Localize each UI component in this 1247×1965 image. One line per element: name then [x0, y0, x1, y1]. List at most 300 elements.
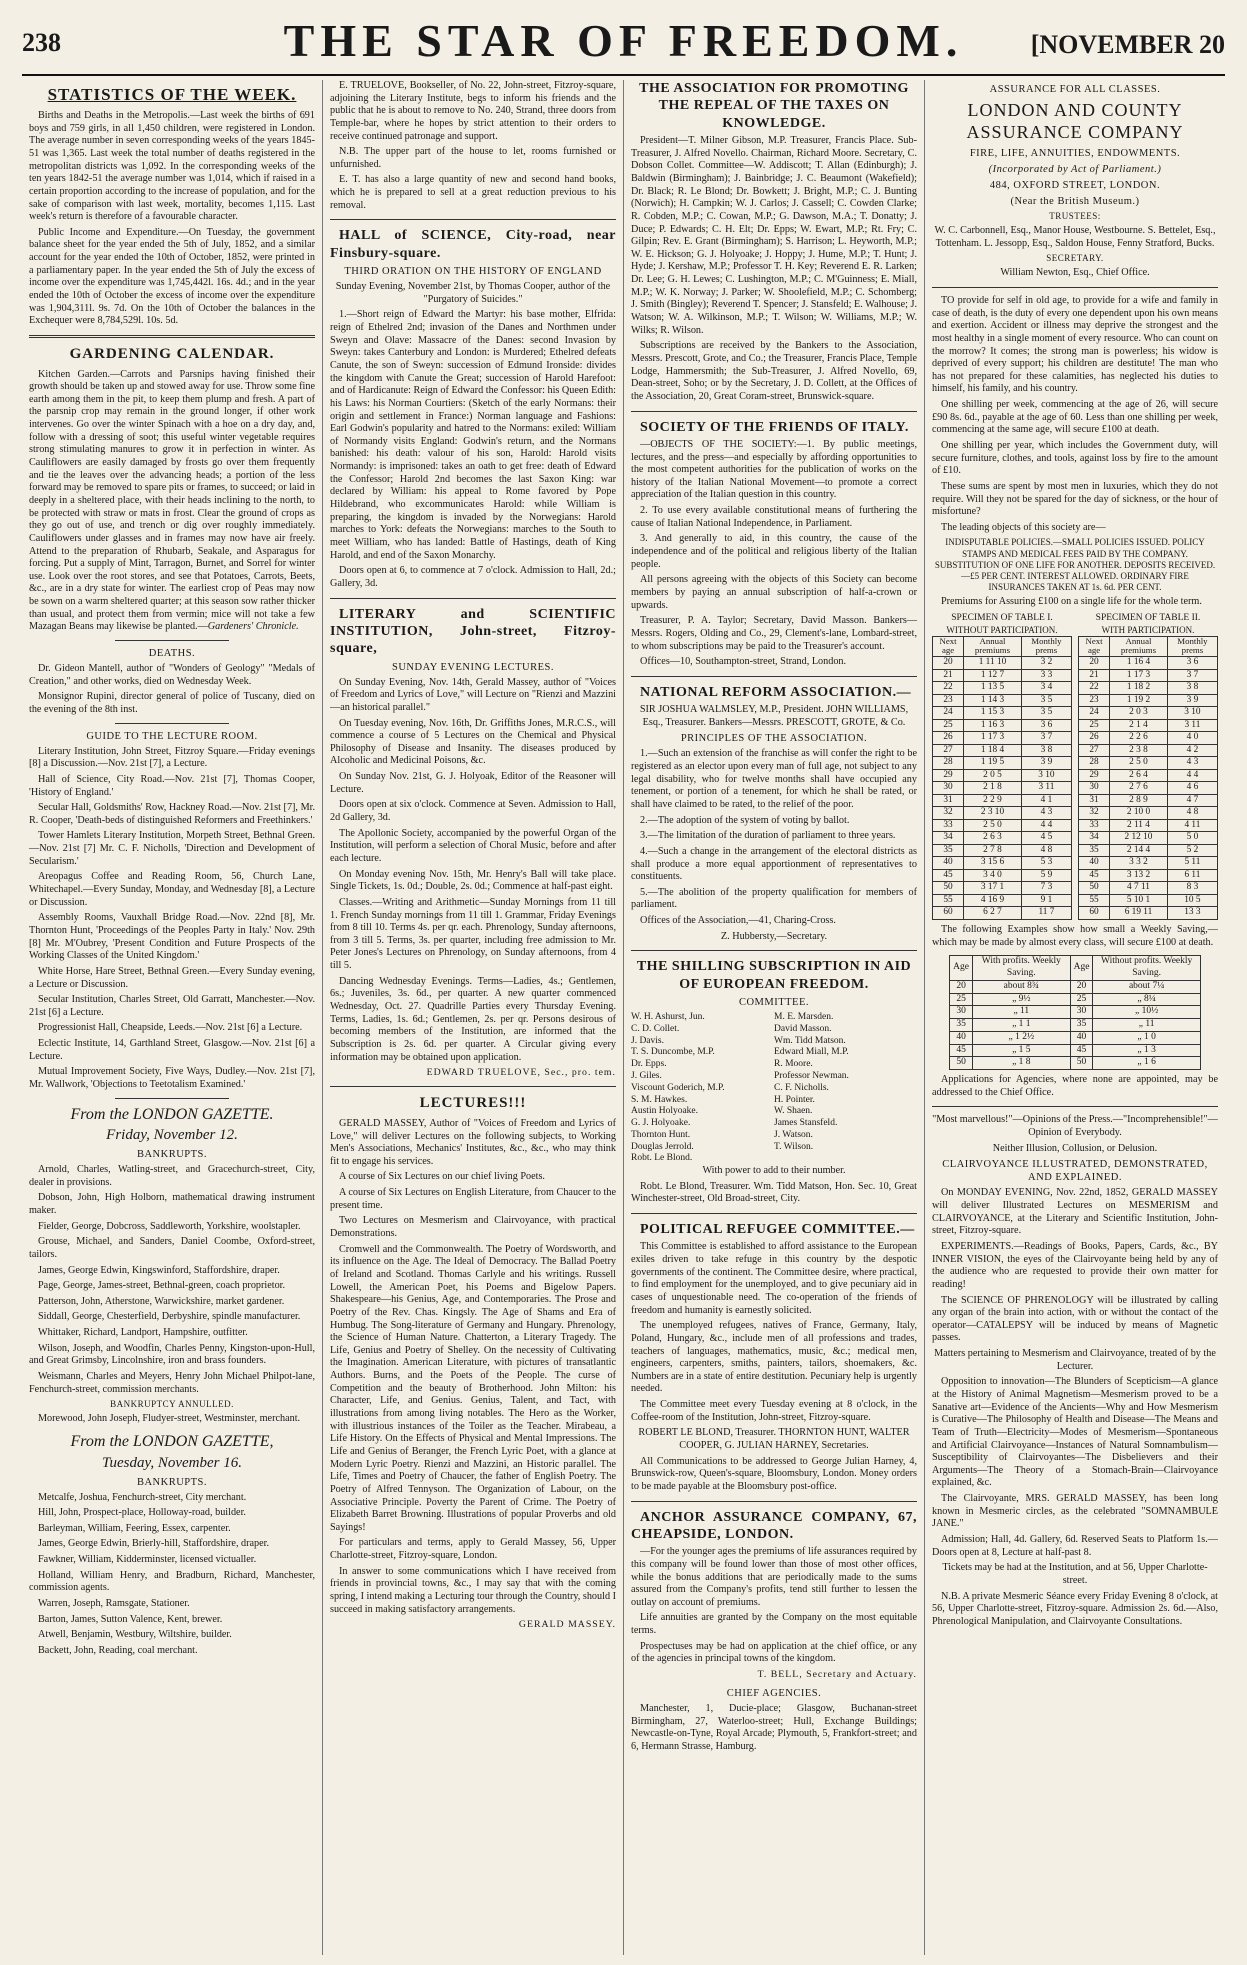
bankrupt-entry: Whittaker, Richard, Landport, Hampshire, outfitter. — [38, 1327, 248, 1339]
table-row — [933, 857, 1072, 870]
table-cell: 1 13 5 — [964, 682, 1022, 695]
clairvoyance-line: Neither Illusion, Collusion, or Delusion. — [992, 1142, 1158, 1154]
table-cell: 3 10 — [1167, 707, 1217, 720]
clairvoyance-item: Matters pertaining to Mesmerism and Clairvoyance, treated of by the Lecturer. — [934, 1348, 1216, 1372]
column-2 — [323, 80, 624, 1955]
table-cell: 30 — [1070, 1006, 1093, 1019]
gazette-title: From the LONDON GAZETTE. — [70, 1105, 274, 1123]
table-cell: 2 7 6 — [1110, 782, 1168, 795]
table-cell: 3 4 0 — [964, 869, 1022, 882]
committee-member: Professor Newman. — [774, 1070, 849, 1081]
table-cell: 40 — [933, 857, 964, 870]
column-header: Next age — [933, 636, 964, 656]
table-cell: 2 6 4 — [1110, 769, 1168, 782]
literary-item: The Apollonic Society, accompanied by the powerful Organ of the Institution, will perform a selection of Choral Music, before and after each lecture. — [330, 827, 616, 864]
table-cell: 10 5 — [1167, 894, 1217, 907]
table-cell: 25 — [933, 719, 964, 732]
table-cell: 32 — [1079, 807, 1110, 820]
table-cell: 3 4 — [1021, 682, 1071, 695]
table-cell: 40 — [950, 1031, 973, 1044]
london-county-line: FIRE, LIFE, ANNUITIES, ENDOWMENTS. — [969, 147, 1181, 159]
table-cell: 3 11 — [1021, 782, 1071, 795]
table-cell: 40 — [1070, 1031, 1093, 1044]
statistics-heading: STATISTICS OF THE WEEK. — [47, 85, 297, 104]
table-cell: „ 8¼ — [1093, 993, 1200, 1006]
table-cell: 31 — [1079, 794, 1110, 807]
table-cell: 22 — [1079, 682, 1110, 695]
table-cell: 24 — [933, 707, 964, 720]
lecture-listing: Secular Hall, Goldsmiths' Row, Hackney Road.—Nov. 21st [7], Mr. R. Cooper, 'Death-beds of distinguished Reformers and Freethinkers.' — [29, 802, 315, 826]
lecture-listing: Areopagus Coffee and Reading Room, 56, Church Lane, Whitechapel.—Every Sunday, Monday, and Wednesday [8], a Lecture or Discussion. — [29, 871, 315, 908]
table-cell: 23 — [1079, 694, 1110, 707]
divider — [631, 950, 917, 951]
table-cell: „ 1 2½ — [972, 1031, 1070, 1044]
committee-member: Thornton Hunt. — [631, 1129, 691, 1140]
literary-item: On Monday evening Nov. 15th, Mr. Henry's Ball will take place. Single Tickets, 1s. 0d.; Double, 2s. 0d.; Commence at half-past eight. — [330, 868, 616, 893]
italy-item: All persons agreeing with the objects of this Society can become members by paying an annual subscription of half-a-crown or upwards. — [631, 574, 917, 611]
table-cell: 6 2 7 — [964, 907, 1022, 920]
table-row — [933, 869, 1072, 882]
table-cell: 3 5 — [1021, 707, 1071, 720]
column-header: Annual premiums — [1110, 636, 1168, 656]
table-row — [1079, 894, 1218, 907]
table-cell: 2 1 4 — [1110, 719, 1168, 732]
anchor-title: ANCHOR ASSURANCE COMPANY, 67, CHEAPSIDE, LONDON. — [631, 1509, 917, 1542]
table-row — [933, 769, 1072, 782]
table-cell: 35 — [1070, 1019, 1093, 1032]
refugee-item: All Communications to be addressed to George Julian Harney, 4, Brunswick-row, Queen's-square, Bloomsbury, London. Money orders to be made payable at the Bloomsbury post-office. — [631, 1455, 917, 1492]
table-row — [933, 832, 1072, 845]
bankrupts-label: BANKRUPTS. — [136, 1149, 208, 1161]
table-cell: 3 7 — [1167, 669, 1217, 682]
clairvoyance-item: EXPERIMENTS.—Readings of Books, Papers, Cards, &c., BY INNER VISION, the eyes of the Clairvoyante being held by any of the audience who are requested to provide their own matter for reading! — [932, 1240, 1218, 1290]
table-cell: 2 1 8 — [964, 782, 1022, 795]
divider — [330, 1086, 616, 1087]
shilling-note: With power to add to their number. — [702, 1165, 846, 1177]
table-cell: 2 11 4 — [1110, 819, 1168, 832]
committee-member: M. E. Marsden. — [774, 1012, 834, 1023]
reform-principles: PRINCIPLES OF THE ASSOCIATION. — [680, 733, 868, 745]
hall-of-science-body: 1.—Short reign of Edward the Martyr: his base mother, Elfrida: reign of Ethelred 2nd; invasion of the Danes and Northmen under Sweyn and Olave: Massacre of the Danes: second Invasion by Sweyn: takes Canterbury and London: is Murdered; Ethelred defeats Canute, the son of Sweyn: succession of Edmund Ironside: divides the kingdom with Canute the Great; succession of Harold Harefoot: and of Hardicanute: Reign of Edward the Confessor: his Queen Edith: his Laws: his Norman Courtiers: (Sketch of the early Normans: their origin and settlement in France:) Norman language and Fashions: Earl Godwin's popularity and hatred to the Normans: exiled: William of Normandy visits England: Godwin's return, and the Normans banished: his death: valour of his son, Harold: Harold visits Normandy: is imprisoned: takes an oath to get free: death of Edward the Confessor; Harold 2nd becomes the last Saxon King: war declared by William: his appeal to Rome favored by Pope Hildebrand, who excommunicates Harold: while William is preparing, the kingdom is invaded by the Norwegians: Harold marches to York: defeats the Norwegians: marches to the South to meet William, who has landed: Battle of Hastings, death of King Harold, and end of the Saxon Monarchy. — [330, 309, 616, 561]
table-cell: 3 3 2 — [1110, 857, 1168, 870]
table-cell: 50 — [933, 882, 964, 895]
table-cell: 3 8 — [1021, 744, 1071, 757]
literary-item: Doors open at six o'clock. Commence at Seven. Admission to Hall, 2d Gallery, 3d. — [330, 799, 616, 824]
literary-item: On Sunday Evening, Nov. 14th, Gerald Massey, author of "Voices of Freedom and Lyrics of Love," will Lecture on "Rienzi and Mazzini—an historical parallel." — [330, 676, 616, 713]
italy-title: SOCIETY OF THE FRIENDS OF ITALY. — [640, 419, 909, 435]
committee-member: J. Giles. — [631, 1070, 662, 1081]
table-cell: 50 — [1079, 882, 1110, 895]
truelove-note: E. T. has also a large quantity of new and second hand books, which he is prepared to sell at a great reduction previous to his removal. — [330, 174, 616, 211]
table-cell: 3 3 — [1021, 669, 1071, 682]
anchor-agencies: Manchester, 1, Ducie-place; Glasgow, Buchanan-street Birmingham, 27, Waterloo-street; Hull, Exchange Buildings; Newcastle-on-Tyne, Royal Arcade; Plymouth, 5, Frankfort-street; and 6, Hermann Strasse, Hamburg. — [631, 1703, 917, 1753]
table-cell: 28 — [933, 757, 964, 770]
table-cell: 3 9 — [1021, 757, 1071, 770]
anchor-item: —For the younger ages the premiums of life assurances required by this company will be found lower than those of most other offices, while the bonus additions that are periodically made to the sums assured from the Company's profits, tend still further to lessen the outlay on account of premiums. — [631, 1546, 917, 1608]
reform-signature: Z. Hubbersty,—Secretary. — [720, 930, 828, 942]
table-cell: 21 — [933, 669, 964, 682]
death-notice: Monsignor Rupini, director general of police of Tuscany, died on the evening of the 8th inst. — [29, 691, 315, 715]
table-cell: 5 3 — [1021, 857, 1071, 870]
divider — [115, 723, 229, 724]
table-row — [1079, 694, 1218, 707]
table-cell: 5 10 1 — [1110, 894, 1168, 907]
table-cell: 6 19 11 — [1110, 907, 1168, 920]
newspaper-title: THE STAR OF FREEDOM. — [283, 15, 964, 66]
table-cell: 2 7 8 — [964, 844, 1022, 857]
committee-member: C. D. Collet. — [631, 1023, 680, 1034]
table-cell: 45 — [1070, 1044, 1093, 1057]
committee-member: Douglas Jerrold. — [631, 1141, 694, 1152]
literary-item: On Tuesday evening, Nov. 16th, Dr. Griffiths Jones, M.R.C.S., will commence a course of 5 Lectures on the Chemical and Physical Philosophy of Disease and Insanity. The diseases produced by Alcoholic and Medicinal Poisons, &c. — [330, 717, 616, 767]
table-cell: 5 11 — [1167, 857, 1217, 870]
divider — [115, 1098, 229, 1099]
table-cell: 2 3 8 — [1110, 744, 1168, 757]
gazette-title: From the LONDON GAZETTE, — [70, 1433, 274, 1451]
table-cell: 1 19 5 — [964, 757, 1022, 770]
table-cell: „ 1 3 — [1093, 1044, 1200, 1057]
bankrupt-entry: Morewood, John Joseph, Fludyer-street, Westminster, merchant. — [38, 1413, 301, 1425]
table-row — [933, 732, 1072, 745]
table-cell: 2 14 4 — [1110, 844, 1168, 857]
table-cell: 34 — [1079, 832, 1110, 845]
committee-member: James Stansfeld. — [774, 1118, 838, 1129]
committee-member: J. Watson. — [774, 1129, 813, 1140]
table-cell: 35 — [1079, 844, 1110, 857]
lecture-listing: Literary Institution, John Street, Fitzroy Square.—Friday evenings [8] a Discussion.—Nov. 21st [7], a Lecture. — [29, 745, 315, 770]
table-cell: 4 2 — [1167, 744, 1217, 757]
deaths-heading: DEATHS. — [148, 648, 196, 660]
bankrupt-entry: Patterson, John, Atherstone, Warwickshire, market gardener. — [38, 1295, 285, 1307]
table-row — [1079, 844, 1218, 857]
clairvoyance-item: N.B. A private Mesmeric Séance every Friday Evening 8 o'clock, at 56, Upper Charlotte-street, Fitzroy-square. Admission 2s. 6d.—Also, Phrenological Manipulation, and Clairvoyante Consultations. — [932, 1590, 1218, 1627]
table-cell: 1 12 7 — [964, 669, 1022, 682]
literary-item: Dancing Wednesday Evenings. Terms—Ladies, 4s.; Gentlemen, 6s.; Juveniles, 3s. 6d., per quarter. A new quarter commenced Wednesday, Oct. 27. Quadrille Parties every Thursday Evening. Terms, Ladies, 1s. 6d.; Gentlemen, 2s. per qr. Persons desirous of becoming members of the Institution, are informed that the Subscription is 2s. 6d. per quarter. A Circular giving every information may be obtained upon application. — [330, 975, 616, 1063]
table-row — [933, 694, 1072, 707]
lecture-listing: Progressionist Hall, Cheapside, Leeds.—Nov. 21st [6] a Lecture. — [38, 1022, 303, 1034]
table-cell: 1 16 4 — [1110, 657, 1168, 670]
london-county-text: These sums are spent by most men in luxuries, which they do not require. Will they not be spared for the day of sickness, or the hour of misfortune? — [932, 480, 1218, 518]
reform-item: 5.—The abolition of the property qualification for members of parliament. — [631, 886, 917, 911]
table-cell: 2 5 0 — [1110, 757, 1168, 770]
literary-item: On Sunday Nov. 21st, G. J. Holyoak, Editor of the Reasoner will Lecture. — [330, 771, 616, 795]
literary-institution-subtitle: SUNDAY EVENING LECTURES. — [391, 661, 554, 673]
association-title: THE ASSOCIATION FOR PROMOTING THE REPEAL OF THE TAXES ON KNOWLEDGE. — [639, 81, 909, 131]
column-header: Age — [1070, 956, 1093, 981]
table-row — [933, 719, 1072, 732]
table-label: SPECIMEN OF TABLE I. — [951, 612, 1053, 623]
italy-item: Treasurer, P. A. Taylor; Secretary, David Masson. Bankers—Messrs. Rogers, Olding and Co., 29, Clement's-lane, Lombard-street, to whom subscriptions may be paid to the Treasurer's account. — [631, 615, 917, 652]
table-cell: 1 17 3 — [1110, 669, 1168, 682]
table-cell: 4 4 — [1167, 769, 1217, 782]
london-county-near: (Near the British Museum.) — [1010, 195, 1140, 207]
table-cell: 29 — [1079, 769, 1110, 782]
table-cell: 1 11 10 — [964, 657, 1022, 670]
table-cell: 23 — [933, 694, 964, 707]
table-cell: 4 16 9 — [964, 894, 1022, 907]
table-row — [933, 819, 1072, 832]
table-row — [933, 657, 1072, 670]
lectures-note: For particulars and terms, apply to Gerald Massey, 56, Upper Charlotte-street, Fitzroy-square, London. — [330, 1537, 616, 1562]
column-4 — [925, 80, 1225, 1955]
table-cell: 31 — [933, 794, 964, 807]
table-row — [1079, 657, 1218, 670]
table-row — [1079, 869, 1218, 882]
table-row — [933, 757, 1072, 770]
premium-table — [1078, 636, 1218, 920]
statistics-income: Public Income and Expenditure.—On Tuesday, the government balance sheet for the year ended the 5th of July, 1852, and a similar account for the year ended the 10th of October, 1852, were printed in a parliamentary paper. In the year ended the 5th of July the excess of income over the expenditure was 1,745,442l. 16s. 4d.; and in the year ended the 10th of October the excess of income over the expenditure was 1,904,311l. 9s. 7d. On the 10th of October the balances in the Exchequer were 8,784,529l. 10s. 5d. — [29, 226, 315, 327]
table-cell: 1 16 3 — [964, 719, 1022, 732]
london-county-text: One shilling per week, commencing at the age of 26, will secure £90 8s. 6d., payable at the age of 60. Less than one shilling per week, commencing at the same age, will secure £100 at death. — [932, 399, 1218, 436]
table-cell: 5 2 — [1167, 844, 1217, 857]
table-row — [1079, 769, 1218, 782]
table-row — [1079, 732, 1218, 745]
committee-label: COMMITTEE. — [738, 997, 810, 1009]
clairvoyance-quote: "Most marvellous!"—Opinions of the Press.—"Incomprehensible!"—Opinion of Everybody. — [932, 1114, 1218, 1139]
table-cell: 4 7 — [1167, 794, 1217, 807]
table-cell: 27 — [933, 744, 964, 757]
table-row — [1079, 807, 1218, 820]
gazette-date: Tuesday, November 16. — [102, 1454, 242, 1471]
committee-member: Robt. Le Blond. — [631, 1153, 693, 1164]
table-cell: 3 11 — [1167, 719, 1217, 732]
refugee-names: ROBERT LE BLOND, Treasurer. THORNTON HUNT, WALTER COOPER, G. JULIAN HARNEY, Secretaries. — [638, 1427, 910, 1451]
table-row — [933, 669, 1072, 682]
table-row — [933, 782, 1072, 795]
lecture-listing: Secular Institution, Charles Street, Old Garratt, Manchester.—Nov. 21st [6] a Lecture. — [29, 994, 315, 1018]
bankrupt-entry: Warren, Joseph, Ramsgate, Stationer. — [38, 1598, 190, 1610]
divider — [115, 640, 229, 641]
table-cell: „ 1 6 — [1093, 1057, 1200, 1070]
committee-right — [774, 1012, 917, 1165]
statistics-births: Births and Deaths in the Metropolis.—Last week the births of 691 boys and 759 girls, in all 1,450 children, were registered in London. The average number in seven corresponding weeks of the years 1845-51 was 1,365. Last week the total number of deaths registered in the metropolitan districts was 1,092. In the corresponding weeks of the ten years 1842-51 the average number was 1,014, which if raised in a certain proportion according to the increase of population, and for the sake of comparison with last week, mortality, becomes 1,115. Last week's return is therefore of a favourable character. — [29, 110, 315, 223]
table-cell: 25 — [950, 993, 973, 1006]
london-county-objects: INDISPUTABLE POLICIES.—SMALL POLICIES ISSUED. POLICY STAMPS AND MEDICAL FEES PAID BY THE COMPANY. SUBSTITUTION OF ONE LIFE FOR ANOTHER. DEPOSITS RECEIVED.—£5 PER CENT. INTEREST ALLOWED. ORDINARY FIRE INSURANCES TAKEN AT 1s. 6d. PER CENT. — [934, 537, 1216, 593]
table-cell: 4 3 — [1167, 757, 1217, 770]
lectures-note: In answer to some communications which I have received from friends in provincial towns, &c., I may say that with the coming spring, I intend making a Lecturing tour through the Country, should I succeed in making satisfactory arrangements. — [330, 1565, 616, 1615]
table-cell: 5 0 — [1167, 832, 1217, 845]
bankrupt-entry: Arnold, Charles, Watling-street, and Gracechurch-street, City, dealer in provisions. — [29, 1164, 315, 1188]
table-cell: 13 3 — [1167, 907, 1217, 920]
table-cell: 55 — [1079, 894, 1110, 907]
clairvoyance-item: On MONDAY EVENING, Nov. 22nd, 1852, GERALD MASSEY will deliver Illustrated Lectures on MESMERISM and CLAIRVOYANCE, at the Literary and Scientific Institution, John-street, Fitzroy-square. — [932, 1187, 1218, 1237]
committee-member: David Masson. — [774, 1023, 832, 1034]
table-cell: 20 — [1079, 657, 1110, 670]
column-3 — [624, 80, 925, 1955]
hall-of-science-intro: Sunday Evening, November 21st, by Thomas Cooper, author of the "Purgatory of Suicides." — [335, 281, 611, 305]
table-cell: „ 1 1 — [972, 1019, 1070, 1032]
death-notice: Dr. Gideon Mantell, author of "Wonders of Geology" "Medals of Creation," and other works, died on Wednesday Week. — [29, 663, 315, 687]
committee-member: W. Shaen. — [774, 1106, 813, 1117]
italy-item: —OBJECTS OF THE SOCIETY:—1. By public meetings, lectures, and the press—and especially by affording opportunities to the most competent authorities for the publication of works on the history of the Italian National Movement—to promote a correct appreciation of the Italian question in this country. — [631, 438, 917, 501]
table-cell: 30 — [1079, 782, 1110, 795]
table-cell: 50 — [1070, 1057, 1093, 1070]
lectures-course: Two Lectures on Mesmerism and Clairvoyance, with practical Demonstrations. — [330, 1215, 616, 1240]
rate-table-2 — [1078, 613, 1218, 920]
london-county-line: (Incorporated by Act of Parliament.) — [988, 163, 1162, 175]
table-row — [950, 1006, 1201, 1019]
table-cell: 9 1 — [1021, 894, 1071, 907]
divider — [29, 335, 315, 338]
table-cell: 20 — [1070, 980, 1093, 993]
table-cell: 26 — [1079, 732, 1110, 745]
lectures-intro: GERALD MASSEY, Author of "Voices of Freedom and Lyrics of Love," will deliver Lectures on the following subjects, to Working Men's Associations, Mechanics' Institutes, &c., &c., who may think fit to engage his services. — [330, 1117, 616, 1167]
table-cell: 34 — [933, 832, 964, 845]
clairvoyance-item: Tickets may be had at the Institution, and at 56, Upper Charlotte-street. — [942, 1562, 1208, 1586]
table-cell: 7 3 — [1021, 882, 1071, 895]
table-cell: 3 9 — [1167, 694, 1217, 707]
table-cell: „ 11 — [1093, 1019, 1200, 1032]
table-cell: 4 4 — [1021, 819, 1071, 832]
london-county-text: TO provide for self in old age, to provide for a wife and family in case of death, is the duty of every one dependent upon his own means and exertion. Accident or illness may deprive the strongest and the most healthy in a single moment of every resource. Who can count on the morrow? It comes; the strong man is powerless; his widow is deprived of every support; his children are destitute! The man who has not prepared for these calamities, has neglected his duties to himself, his family, and his country. — [932, 294, 1218, 395]
table-row — [933, 844, 1072, 857]
annulled-label: BANKRUPTCY ANNULLED. — [110, 1399, 234, 1410]
table-cell: 21 — [1079, 669, 1110, 682]
literary-institution-title: LITERARY and SCIENTIFIC INSTITUTION, John-street, Fitzroy-square, — [330, 606, 616, 657]
column-header: Age — [950, 956, 973, 981]
association-subscriptions: Subscriptions are received by the Bankers to the Association, Messrs. Prescott, Grote, and Co.; the Treasurer, Francis Place, Temple Lodge, Hammersmith; the Sub-Treasurer, J. Alfred Novello, 69, Dean-street, Soho; or by the Secretary, J. D. Collett, at the Offices of the Association, 20, Great Coram-street, Brunswick-square. — [631, 340, 917, 402]
table-row — [933, 882, 1072, 895]
refugee-title: POLITICAL REFUGEE COMMITTEE.— — [640, 1222, 915, 1238]
committee-member: Austin Holyoake. — [631, 1106, 699, 1117]
bankrupt-entry: Dobson, John, High Holborn, mathematical drawing instrument maker. — [29, 1192, 315, 1216]
table-cell: 26 — [933, 732, 964, 745]
table-cell: 35 — [950, 1019, 973, 1032]
bankrupt-entry: Barleyman, William, Feering, Essex, carpenter. — [38, 1522, 231, 1534]
committee-member: Wm. Tidd Matson. — [774, 1035, 846, 1046]
clairvoyance-item: The SCIENCE OF PHRENOLOGY will be illustrated by calling any organ of the brain into action, with or without the contact of the operator—CATALEPSY will be induced by means of Magnetic passes. — [932, 1294, 1218, 1344]
gardening-text: Kitchen Garden.—Carrots and Parsnips having finished their growth should be taken up and stowed away for use. Throw some fine earth among them in the pit, to keep them plump and fresh. A part of the parsnip crop may remain in the ground longer, if other work intervenes. Go over the winter Spinach with a hoe on a dry day, and, follow with a dressing of soot; this useful winter vegetable requires strong stimulating manures to grow it in perfection in winter. As Cauliflowers are easily damaged by frosts go over them frequently and tie the leaves over the advancing heads; a portion of the less forward may be removed to spare pits or frames, to succeed; or laid in deeply in a sheltered place, with their heads inclining to the north, to be protected with straw or mats in frost. Clear the ground of crops as they go out of use, and trench or dig over roughly immediately. Cauliflowers under glasses and in frames may now have air freely. Attend to the preparation of Rhubarb, Seakale, and Asparagus for forcing. Put a supply of Mint, Tarragon, Burnet, and Sorrel for winter use. Look over the root stores, and see that Potatoes, Carrots, Beets, &c., are in a dry state for winter. The earliest crop of Peas may now be sown on a warm sheltered quarter; at this season sow rather thicker than usual, and protect them from vermin; mice will not take a few Mazagan Beans may likewise be planted.—Gardeners' Chronicle. — [29, 368, 315, 633]
shilling-officers: Robt. Le Blond, Treasurer. Wm. Tidd Matson, Hon. Sec. 10, Great Winchester-street, Old Broad-street, City. — [631, 1180, 917, 1205]
bankrupt-entry: Hill, John, Prospect-place, Holloway-road, builder. — [38, 1507, 246, 1519]
london-county-text: One shilling per year, which includes the Government duty, will secure furniture, clothes, and tools, against loss by fire to the amount of £10. — [932, 439, 1218, 477]
committee-member: W. H. Ashurst, Jun. — [631, 1012, 705, 1023]
table-cell: 4 0 — [1167, 732, 1217, 745]
table-row — [950, 980, 1201, 993]
column-header: Monthly prems — [1021, 636, 1071, 656]
table-row — [1079, 669, 1218, 682]
lecture-listing: White Horse, Hare Street, Bethnal Green.—Every Sunday evening, a Lecture or Discussion. — [29, 965, 315, 990]
london-county-text: Premiums for Assuring £100 on a single life for the whole term. — [941, 596, 1202, 608]
table-cell: 1 14 3 — [964, 694, 1022, 707]
london-county-address: 484, OXFORD STREET, LONDON. — [989, 179, 1161, 191]
reform-item: 3.—The limitation of the duration of parliament to three years. — [640, 830, 896, 842]
committee-member: T. Wilson. — [774, 1141, 814, 1152]
table-cell: 3 5 — [1021, 694, 1071, 707]
table-sublabel: WITH PARTICIPATION. — [1101, 624, 1195, 635]
column-header: Without profits. Weekly Saving. — [1093, 956, 1200, 981]
table-cell: 4 11 — [1167, 819, 1217, 832]
table-cell: 8 3 — [1167, 882, 1217, 895]
london-county-text: The following Examples show how small a Weekly Saving,—which may be made by almost every class, will secure £100 at death. — [932, 923, 1218, 948]
table-cell: 20 — [933, 657, 964, 670]
table-cell: 40 — [1079, 857, 1110, 870]
secretary: William Newton, Esq., Chief Office. — [1000, 267, 1150, 279]
italy-item: 2. To use every available constitutional means of furthering the cause of Italian National Independence, in Parliament. — [631, 505, 917, 529]
table-row — [1079, 832, 1218, 845]
hall-of-science-doors: Doors open at 6, to commence at 7 o'clock. Admission to Hall, 2d.; Gallery, 3d. — [330, 565, 616, 589]
table-row — [933, 744, 1072, 757]
table-cell: 5 9 — [1021, 869, 1071, 882]
lecture-listing: Assembly Rooms, Vauxhall Bridge Road.—Nov. 22nd [8], Mr. Thornton Hunt, 'Proceedings of the Peoples Party in Italy.' Nov. 29th [8] Mr. M'Oubrey, 'Present Condition and Future Prospects of the Working Classes of the United Kingdom.' — [29, 912, 315, 962]
refugee-item: The Committee meet every Tuesday evening at 8 o'clock, in the Coffee-room of the Institution, John-street, Fitzroy-square. — [631, 1399, 917, 1423]
clairvoyance-item: The Clairvoyante, MRS. GERALD MASSEY, has been long known in Mesmeric circles, as the celebrated "SOMNAMBULE JANE." — [932, 1493, 1218, 1530]
bankrupts-label: BANKRUPTS. — [136, 1476, 208, 1488]
table-cell: about 7¼ — [1093, 980, 1200, 993]
table-cell: 32 — [933, 807, 964, 820]
london-county-title: LONDON AND COUNTY ASSURANCE COMPANY — [966, 100, 1184, 143]
table-cell: 2 2 9 — [964, 794, 1022, 807]
rate-tables — [932, 613, 1218, 920]
italy-item: Offices—10, Southampton-street, Strand, London. — [640, 656, 847, 668]
table-cell: about 8¾ — [972, 980, 1070, 993]
table-row — [950, 1019, 1201, 1032]
lecture-listing: Tower Hamlets Literary Institution, Morpeth Street, Bethnal Green.—Nov. 21st [7] Mr. C. F. Nicholls, 'Direction and Development of Secularism.' — [29, 830, 315, 867]
table-cell: „ 9½ — [972, 993, 1070, 1006]
table-cell: 2 2 6 — [1110, 732, 1168, 745]
table-cell: 2 8 9 — [1110, 794, 1168, 807]
table-cell: 22 — [933, 682, 964, 695]
reform-item: 1.—Such an extension of the franchise as will confer the right to be registered as an elector upon every man of full age, not subject to any legal disability, who for twelve months shall have occupied any tenement, or portion of a tenement, for which he shall be rated, or shall have claimed to be rated, to the relief of the poor. — [631, 748, 917, 810]
table-cell: 4 3 — [1021, 807, 1071, 820]
table-cell: 25 — [1079, 719, 1110, 732]
committee-member: Viscount Goderich, M.P. — [631, 1082, 725, 1093]
table-row — [1079, 757, 1218, 770]
premium-table — [932, 636, 1072, 920]
table-row — [933, 707, 1072, 720]
table-cell: 2 10 0 — [1110, 807, 1168, 820]
table-cell: 1 17 3 — [964, 732, 1022, 745]
rate-table-1 — [932, 613, 1072, 920]
table-cell: „ 1 0 — [1093, 1031, 1200, 1044]
divider — [932, 287, 1218, 288]
london-county-text: The leading objects of this society are— — [941, 521, 1106, 533]
gardening-heading: GARDENING CALENDAR. — [69, 345, 275, 362]
table-cell: 4 6 — [1167, 782, 1217, 795]
table-row — [1079, 819, 1218, 832]
committee-member: S. M. Hawkes. — [631, 1094, 688, 1105]
agencies-label: CHIEF AGENCIES. — [726, 1688, 822, 1700]
anchor-signature: T. BELL, Secretary and Actuary. — [757, 1669, 917, 1681]
bankrupt-entry: Page, George, James-street, Bethnal-green, coach proprietor. — [38, 1280, 286, 1292]
lecture-listing: Hall of Science, City Road.—Nov. 21st [7], Thomas Cooper, 'History of England.' — [29, 773, 315, 798]
trustees: W. C. Carbonnell, Esq., Manor House, Westbourne. S. Bettelet, Esq., Tottenham. L. Jessopp, Esq., Saldon House, Fenny Stratford, Bucks. — [934, 224, 1216, 249]
table-row — [1079, 782, 1218, 795]
bankrupt-entry: James, George Edwin, Brierly-hill, Staffordshire, draper. — [38, 1538, 270, 1550]
secretary-label: SECRETARY. — [1046, 253, 1104, 264]
divider — [330, 219, 616, 220]
table-row — [933, 794, 1072, 807]
table-cell: „ 11 — [972, 1006, 1070, 1019]
table-cell: 3 15 6 — [964, 857, 1022, 870]
table-row — [950, 1044, 1201, 1057]
table-row — [933, 682, 1072, 695]
table-cell: 3 6 — [1021, 719, 1071, 732]
table-cell: 2 6 3 — [964, 832, 1022, 845]
table-row — [950, 1057, 1201, 1070]
lectures-course: A course of Six Lectures on English Literature, from Chaucer to the present time. — [330, 1187, 616, 1211]
issue-date: [NOVEMBER 20 — [1030, 30, 1225, 59]
table-cell: 33 — [1079, 819, 1110, 832]
table-cell: 28 — [1079, 757, 1110, 770]
table-cell: 4 8 — [1021, 844, 1071, 857]
trustees-label: TRUSTEES: — [1049, 210, 1101, 221]
divider — [631, 676, 917, 677]
committee-member: G. J. Holyoake. — [631, 1118, 691, 1129]
table-cell: 20 — [950, 980, 973, 993]
table-row — [1079, 707, 1218, 720]
page-number: 238 — [22, 28, 61, 57]
